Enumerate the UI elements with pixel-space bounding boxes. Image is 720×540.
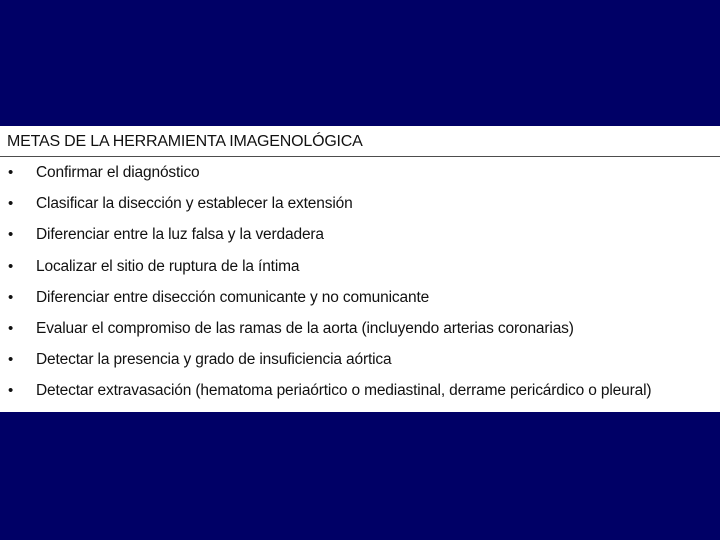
goal-item-locate-intimal-tear xyxy=(0,253,720,284)
goal-text: Confirmar el diagnóstico xyxy=(36,164,200,181)
goal-text: Localizar el sitio de ruptura de la íntima xyxy=(36,257,300,275)
goal-text: Evaluar el compromiso de las ramas de la aorta (incluyendo arterias coronarias) xyxy=(36,319,574,337)
bullet-icon: • xyxy=(8,226,14,244)
bullet-icon: • xyxy=(8,195,14,213)
imaging-goals-table xyxy=(0,126,720,412)
goal-text: Detectar extravasación (hematoma periaórtico o mediastinal, derrame pericárdico o pleural) xyxy=(36,382,652,400)
goal-text: Clasificar la disección y establecer la extensión xyxy=(36,195,353,213)
bullet-icon: • xyxy=(8,319,14,337)
goal-item-communicating-dissection xyxy=(0,284,720,315)
table-header-title: METAS DE LA HERRAMIENTA IMAGENOLÓGICA xyxy=(7,133,363,150)
goal-item-differentiate-lumen xyxy=(0,221,720,252)
table-header xyxy=(0,126,720,157)
bullet-icon: • xyxy=(8,382,14,400)
goal-item-aortic-branches xyxy=(0,315,720,346)
goal-text: Diferenciar entre disección comunicante y no comunicante xyxy=(36,288,430,306)
bullet-icon: • xyxy=(8,351,14,369)
goals-list xyxy=(0,159,720,409)
goal-text: Diferenciar entre la luz falsa y la verdadera xyxy=(36,226,324,244)
goal-text: Detectar la presencia y grado de insuficiencia aórtica xyxy=(36,351,392,369)
bullet-icon: • xyxy=(8,288,14,306)
goal-item-confirm-diagnosis xyxy=(0,159,720,190)
goal-item-aortic-insufficiency xyxy=(0,346,720,377)
bullet-icon: • xyxy=(8,164,14,181)
bullet-icon: • xyxy=(8,257,14,275)
goal-item-extravasation xyxy=(0,377,720,408)
goal-item-classify-dissection xyxy=(0,190,720,221)
